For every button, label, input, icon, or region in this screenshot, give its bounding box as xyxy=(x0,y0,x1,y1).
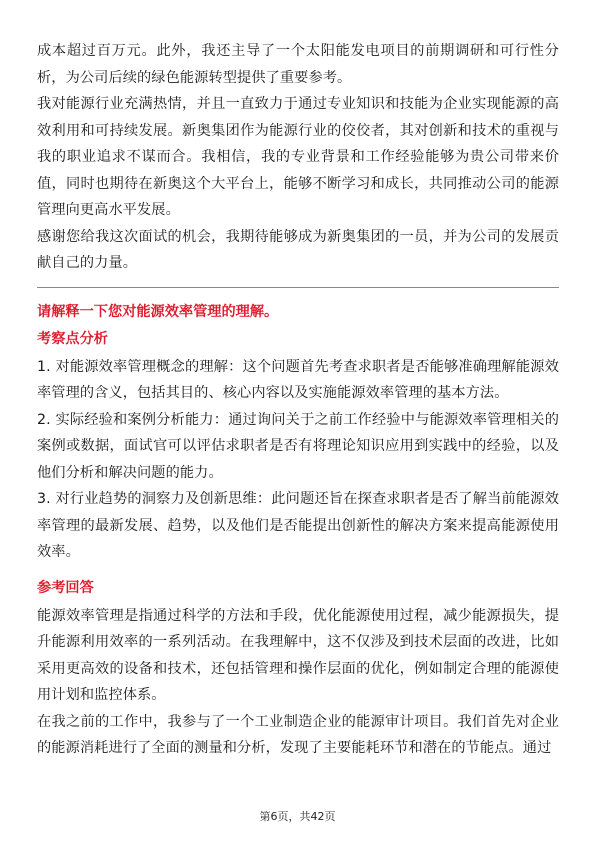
analysis-item: 3. 对行业趋势的洞察力及创新思维：此问题还旨在探查求职者是否了解当前能源效率管理的最新发展、趋势，以及他们是否能提出创新性的解决方案来提高能源使用效率。 xyxy=(37,491,559,560)
spacer xyxy=(37,566,559,576)
section-divider xyxy=(37,287,559,288)
page-number: 第6页，共42页 xyxy=(259,810,336,823)
answer-heading: 参考回答 xyxy=(37,579,94,596)
question-heading: 请解释一下您对能源效率管理的理解。 xyxy=(37,303,279,320)
document-body xyxy=(37,38,559,762)
answer-paragraph: 在我之前的工作中，我参与了一个工业制造企业的能源审计项目。我们首先对企业的能源消耗进行了全面的测量和分析，发现了主要能耗环节和潜在的节能点。通过 xyxy=(37,713,559,756)
body-paragraph: 感谢您给我这次面试的机会，我期待能够成为新奥集团的一员，并为公司的发展贡献自己的力量。 xyxy=(37,228,559,271)
body-paragraph: 成本超过百万元。此外，我还主导了一个太阳能发电项目的前期调研和可行性分析，为公司后续的绿色能源转型提供了重要参考。 xyxy=(37,43,559,86)
analysis-heading: 考察点分析 xyxy=(37,330,108,347)
analysis-item: 2. 实际经验和案例分析能力：通过询问关于之前工作经验中与能源效率管理相关的案例或数据，面试官可以评估求职者是否有将理论知识应用到实践中的经验，以及他们分析和解决问题的能力。 xyxy=(37,411,559,481)
answer-paragraph: 能源效率管理是指通过科学的方法和手段，优化能源使用过程，减少能源损失，提升能源利用效率的一系列活动。在我理解中，这不仅涉及到技术层面的改进，比如采用更高效的设备和技术，还包括管理和操作层面的优化，例如制定合理的能源使用计划和监控体系。 xyxy=(37,607,559,703)
analysis-item: 1. 对能源效率管理概念的理解：这个问题首先考查求职者是否能够准确理解能源效率管理的含义，包括其目的、核心内容以及实施能源效率管理的基本方法。 xyxy=(37,358,559,401)
body-paragraph: 我对能源行业充满热情，并且一直致力于通过专业知识和技能为企业实现能源的高效利用和可持续发展。新奥集团作为能源行业的佼佼者，其对创新和技术的重视与我的职业追求不谋而合。我相信，我的专业背景和工作经验能够为贵公司带来价值，同时也期待在新奥这个大平台上，能够不断学习和成长，共同推动公司的能源管理向更高水平发展。 xyxy=(37,96,559,218)
